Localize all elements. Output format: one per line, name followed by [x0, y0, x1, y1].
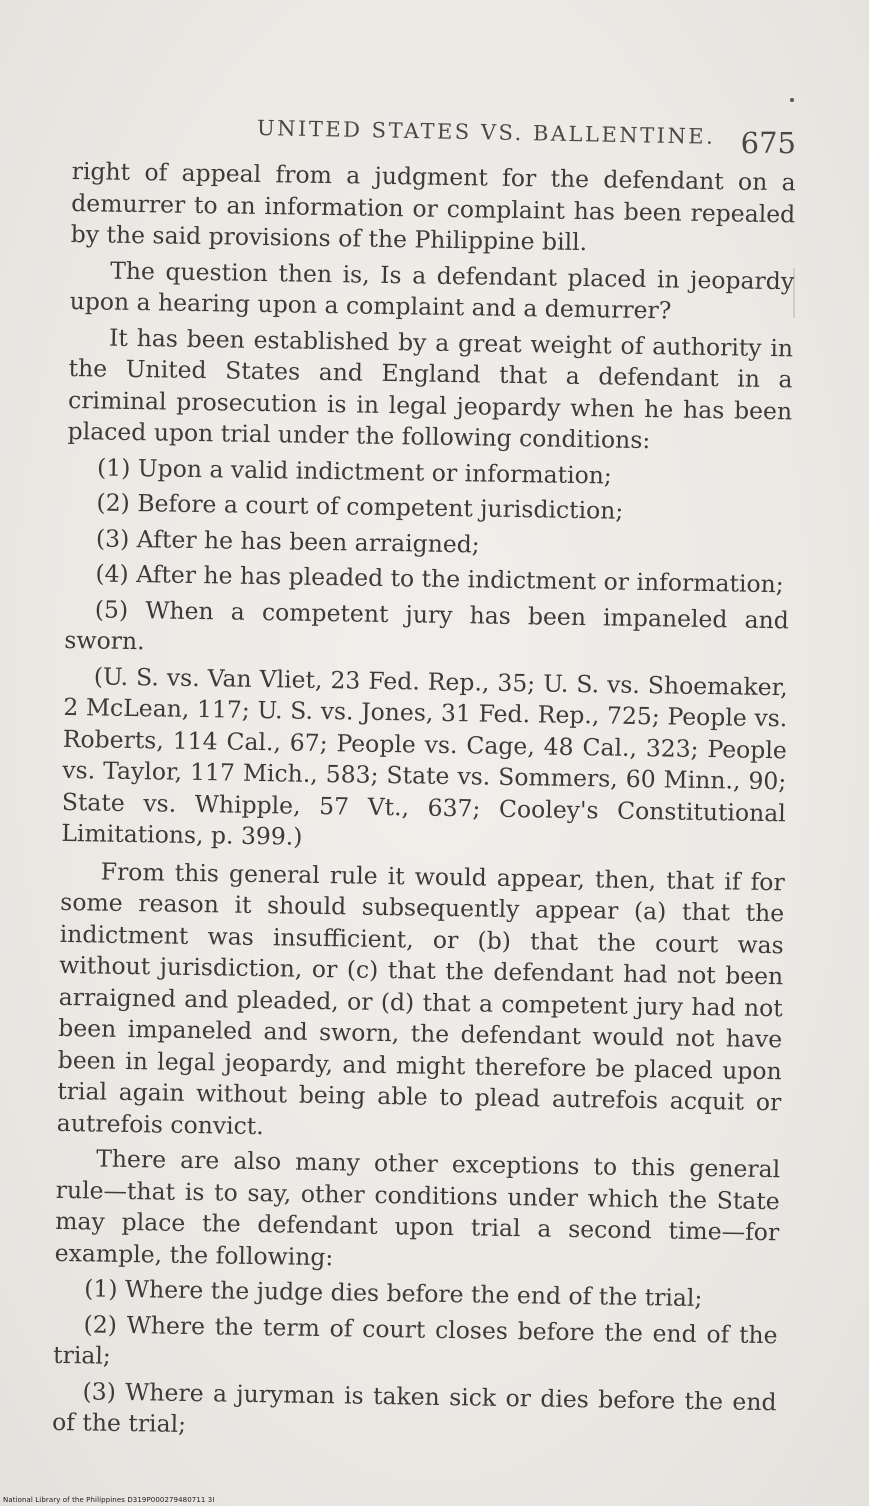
paragraph-5: There are also many other exceptions to this general rule—that is to say, other conditions under which the State may place the defendant upon trial a second time—for example, the following: — [54, 1144, 781, 1271]
paragraph-2: The question then is, Is a defendant placed in jeopardy upon a hearing upon a complaint and a demurrer? — [69, 256, 795, 325]
exception-item-2: (2) Where the term of court closes before the end of the trial; — [52, 1309, 778, 1370]
case-citations: (U. S. vs. Van Vliet, 23 Fed. Rep., 35; U. S. vs. Shoemaker, 2 McLean, 117; U. S. vs. Jones, 31 Fed. Rep., 725; People vs. Roberts, 114 Cal., 67; People vs. Cage, 48 Cal., 323; People vs. Taylor, 117 Mich., 583; State vs. Sommers, 60 Minn., 90; State vs. Whipple, 57 Vt., 637; Cooley's Constitutional Limitations, p. 399.) — [61, 661, 788, 851]
condition-item-5: (5) When a competent jury has been impaneled and sworn. — [64, 594, 790, 656]
running-head: UNITED STATES VS. BALLENTINE. — [256, 116, 716, 149]
condition-item-3: (3) After he has been arraigned; — [95, 523, 480, 558]
condition-item-2: (2) Before a court of competent jurisdiction; — [96, 488, 624, 525]
condition-item-4: (4) After he has pleaded to the indictment or information; — [95, 559, 784, 599]
paragraph-1: right of appeal from a judgment for the defendant on a demurrer to an information or complaint has been repealed by the said provisions of the Philippine bill. — [70, 156, 796, 257]
scan-footer: National Library of the Philippines D319P000279480711 3I — [3, 1496, 215, 1504]
page-header — [72, 108, 796, 158]
page-number: 675 — [740, 126, 796, 160]
page-mark — [790, 98, 794, 102]
exception-item-1: (1) Where the judge dies before the end of the trial; — [83, 1274, 703, 1313]
body-text — [52, 156, 796, 1454]
paragraph-3: It has been established by a great weight of authority in the United States and England that a defendant in a criminal prosecution is in legal jeopardy when he has been placed upon trial under the following conditions: — [67, 323, 794, 455]
paragraph-4: From this general rule it would appear, then, that if for some reason it should subsequently appear (a) that the indictment was insufficient, or (b) that the court was without jurisdiction, or (c) that the defendant had not been arraigned and pleaded, or (d) that a competent jury had not been impaneled and sworn, the defendant would not have been in legal jeopardy, and might therefore be placed upon trial again without being able to plead autrefois acquit or autrefois convict. — [56, 857, 785, 1140]
exception-item-3: (3) Where a juryman is taken sick or dies before the end of the trial; — [51, 1376, 777, 1438]
condition-item-1: (1) Upon a valid indictment or information; — [96, 452, 613, 490]
